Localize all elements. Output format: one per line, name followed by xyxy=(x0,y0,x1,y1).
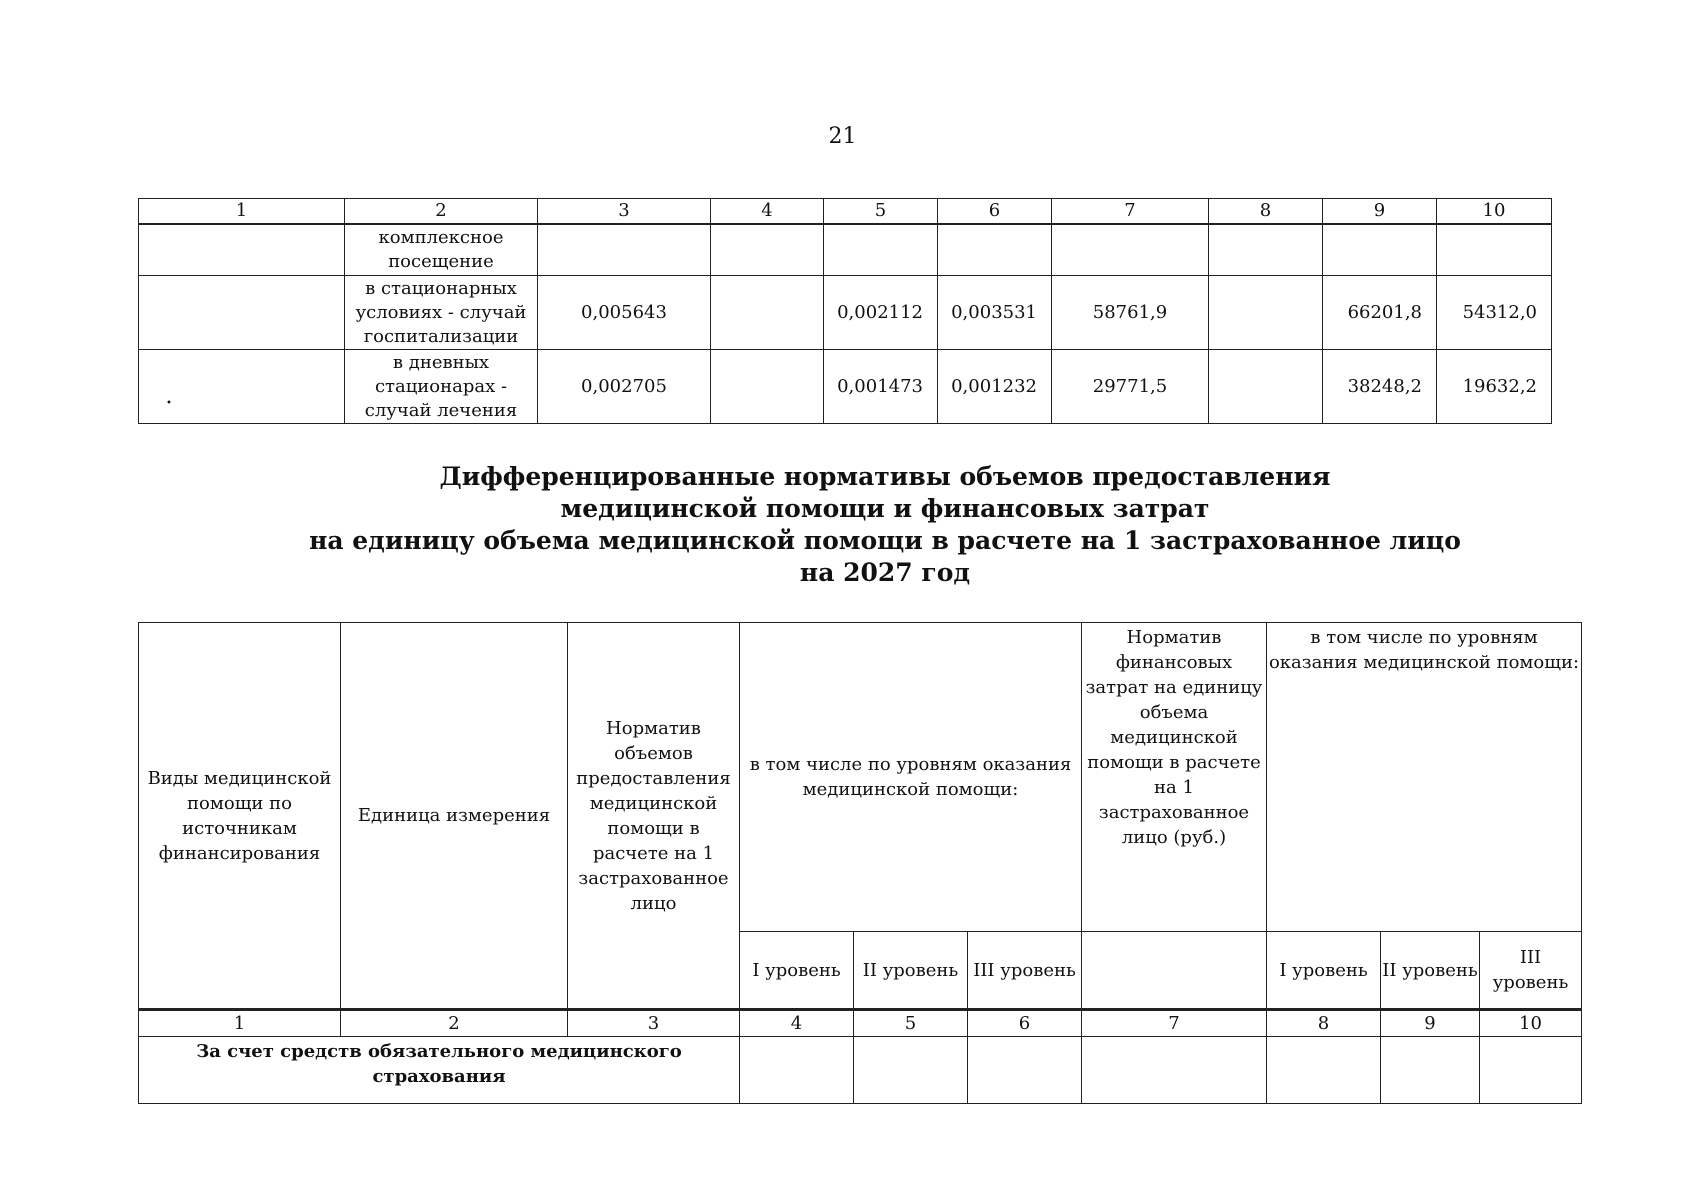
cell xyxy=(139,350,345,424)
header-cost-levels: в том числе по уровням оказания медицинской помощи: xyxy=(1267,623,1582,932)
table-row xyxy=(139,276,1552,350)
col-number: 6 xyxy=(938,199,1052,225)
cell xyxy=(139,276,345,350)
col-number: 6 xyxy=(968,1010,1082,1037)
cell xyxy=(968,1037,1082,1104)
cell xyxy=(938,224,1052,276)
page-number: 21 xyxy=(828,124,857,149)
cell: 54312,0 xyxy=(1437,276,1552,350)
col-number: 5 xyxy=(824,199,938,225)
title-line: медицинской помощи и финансовых затрат xyxy=(560,494,1210,523)
header-unit: Единица измерения xyxy=(341,623,568,1010)
title-line: Дифференцированные нормативы объемов предоставления xyxy=(439,462,1331,491)
cell xyxy=(854,1037,968,1104)
cell xyxy=(1052,224,1209,276)
cell: 66201,8 xyxy=(1323,276,1437,350)
col-number: 8 xyxy=(1209,199,1323,225)
header-level-1: I уровень xyxy=(1267,932,1381,1010)
header-volume-norm: Норматив объемов предоставления медицинской помощи в расчете на 1 застрахованное лицо xyxy=(568,623,740,1010)
cell: 0,002112 xyxy=(824,276,938,350)
table-row xyxy=(139,224,1552,276)
cell xyxy=(1480,1037,1582,1104)
cell xyxy=(1267,1037,1381,1104)
col-number: 2 xyxy=(341,1010,568,1037)
header-level-3: III уровень xyxy=(968,932,1082,1010)
row-label: в стационарных условиях - случай госпитализации xyxy=(345,276,538,350)
cell xyxy=(711,276,824,350)
header-level-2: II уровень xyxy=(854,932,968,1010)
cell: 0,005643 xyxy=(538,276,711,350)
col-number: 4 xyxy=(740,1010,854,1037)
cell xyxy=(538,224,711,276)
cell xyxy=(1323,224,1437,276)
stray-mark: • xyxy=(166,398,172,409)
table-row xyxy=(139,350,1552,424)
norms-table xyxy=(138,622,1582,1104)
cell: 38248,2 xyxy=(1323,350,1437,424)
col-number: 5 xyxy=(854,1010,968,1037)
cell xyxy=(711,224,824,276)
row-label: в дневных стационарах - случай лечения xyxy=(345,350,538,424)
header-row xyxy=(139,623,1582,932)
cell xyxy=(711,350,824,424)
col-number: 9 xyxy=(1381,1010,1480,1037)
section-row xyxy=(139,1037,1582,1104)
col-number: 8 xyxy=(1267,1010,1381,1037)
column-number-row xyxy=(139,1010,1582,1037)
cell: 0,001473 xyxy=(824,350,938,424)
header-types: Виды медицинской помощи по источникам финансирования xyxy=(139,623,341,1010)
header-empty xyxy=(1082,932,1267,1010)
title-line: на единицу объема медицинской помощи в расчете на 1 застрахованное лицо xyxy=(309,526,1461,555)
cell xyxy=(1209,350,1323,424)
continued-table xyxy=(138,198,1552,424)
col-number: 9 xyxy=(1323,199,1437,225)
col-number: 10 xyxy=(1480,1010,1582,1037)
cell: 58761,9 xyxy=(1052,276,1209,350)
column-number-row xyxy=(139,199,1552,225)
cell: 0,003531 xyxy=(938,276,1052,350)
cell: 0,001232 xyxy=(938,350,1052,424)
cell: 19632,2 xyxy=(1437,350,1552,424)
col-number: 10 xyxy=(1437,199,1552,225)
cell xyxy=(740,1037,854,1104)
cell xyxy=(1209,224,1323,276)
col-number: 4 xyxy=(711,199,824,225)
cell xyxy=(139,224,345,276)
cell xyxy=(1381,1037,1480,1104)
header-level-2: II уровень xyxy=(1381,932,1480,1010)
header-cost-norm: Норматив финансовых затрат на единицу объема медицинской помощи в расчете на 1 застрахованное лицо (руб.) xyxy=(1082,623,1267,932)
cell xyxy=(824,224,938,276)
section-heading: За счет средств обязательного медицинского страхования xyxy=(139,1037,740,1104)
header-volume-levels: в том числе по уровням оказания медицинской помощи: xyxy=(740,623,1082,932)
cell xyxy=(1209,276,1323,350)
header-level-1: I уровень xyxy=(740,932,854,1010)
col-number: 3 xyxy=(538,199,711,225)
cell xyxy=(1437,224,1552,276)
document-title xyxy=(0,461,1685,589)
header-level-3: III уровень xyxy=(1480,932,1582,1010)
col-number: 2 xyxy=(345,199,538,225)
col-number: 7 xyxy=(1082,1010,1267,1037)
col-number: 7 xyxy=(1052,199,1209,225)
cell: 0,002705 xyxy=(538,350,711,424)
col-number: 3 xyxy=(568,1010,740,1037)
cell: 29771,5 xyxy=(1052,350,1209,424)
title-line: на 2027 год xyxy=(799,558,971,587)
col-number: 1 xyxy=(139,1010,341,1037)
row-label: комплексное посещение xyxy=(345,224,538,276)
cell xyxy=(1082,1037,1267,1104)
col-number: 1 xyxy=(139,199,345,225)
